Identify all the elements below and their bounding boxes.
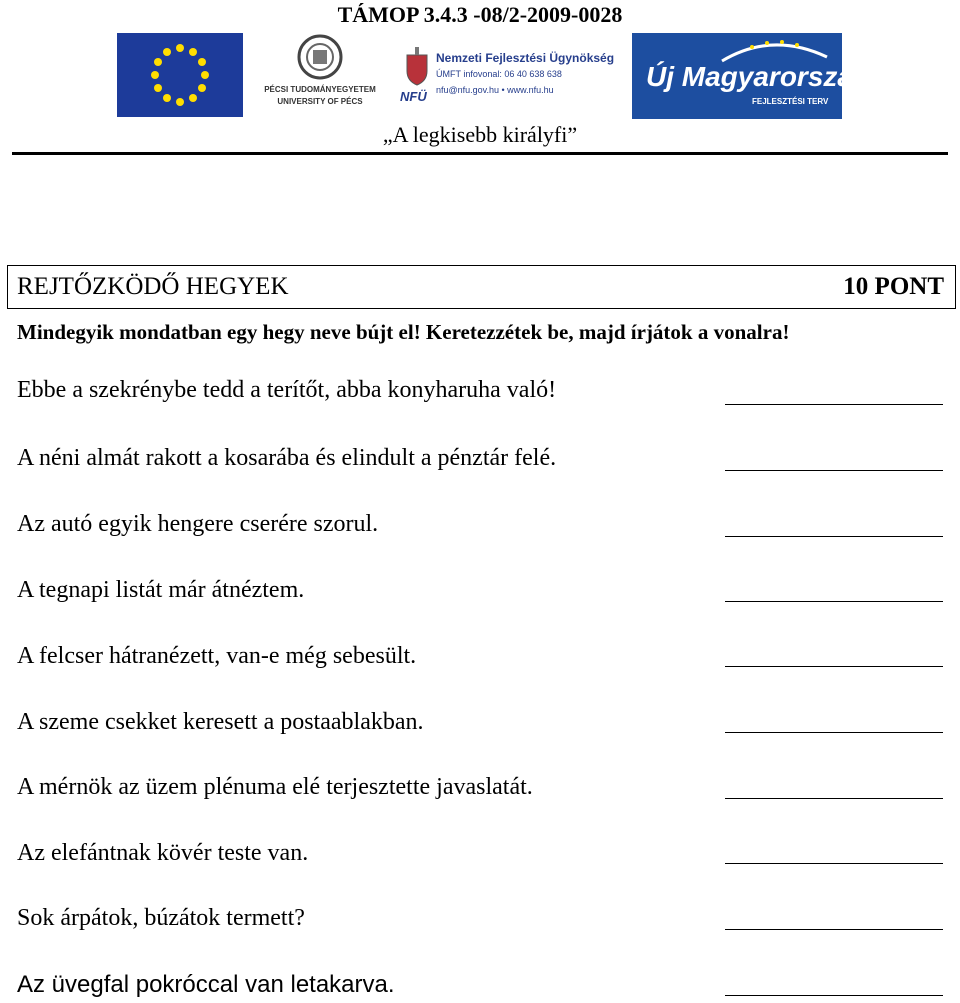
sentence-10: Az üvegfal pokróccal van letakarva.: [17, 971, 395, 998]
answer-line-6[interactable]: [725, 732, 943, 733]
sentence-9: Sok árpátok, búzátok termett?: [17, 905, 305, 931]
sentence-5: A felcser hátranézett, van-e még sebesült.: [17, 643, 417, 669]
pte-name-english: UNIVERSITY OF PÉCS: [277, 97, 363, 106]
nfu-infoline: ÚMFT infovonal: 06 40 638 638: [436, 69, 562, 79]
arch-icon: [632, 33, 842, 63]
task-header-box: [7, 265, 956, 309]
uj-magyarorszag-tagline: FEJLESZTÉSI TERV: [752, 97, 829, 106]
task-title: REJTŐZKÖDŐ HEGYEK: [17, 273, 289, 300]
nfu-name: Nemzeti Fejlesztési Ügynökség: [436, 51, 615, 65]
answer-line-10[interactable]: [725, 995, 943, 996]
header-divider: [12, 152, 948, 155]
nfu-logo: [398, 47, 624, 117]
task-points: 10 PONT: [843, 273, 944, 300]
nfu-abbr: NFÜ: [400, 89, 427, 104]
hungarian-coat-of-arms-icon: [402, 47, 432, 87]
sentence-4: A tegnapi listát már átnéztem.: [17, 577, 305, 603]
sentence-1: Ebbe a szekrénybe tedd a terítőt, abba konyharuha való!: [17, 377, 557, 403]
sentence-6: A szeme csekket keresett a postaablakban.: [17, 709, 424, 735]
sentence-2: A néni almát rakott a kosarába és elindult a pénztár felé.: [17, 445, 557, 471]
uj-magyarorszag-logo: [632, 33, 871, 119]
project-code: TÁMOP 3.4.3 -08/2-2009-0028: [337, 2, 623, 27]
answer-line-2[interactable]: [725, 470, 943, 471]
answer-line-1[interactable]: [725, 404, 943, 405]
answer-line-3[interactable]: [725, 536, 943, 537]
answer-line-4[interactable]: [725, 601, 943, 602]
sentence-7: A mérnök az üzem plénuma elé terjesztette javaslatát.: [17, 774, 533, 800]
university-seal-icon: [255, 33, 385, 83]
nfu-contact: nfu@nfu.gov.hu • www.nfu.hu: [436, 85, 554, 95]
answer-line-9[interactable]: [725, 929, 943, 930]
uj-magyarorszag-name: Új Magyarország: [646, 61, 871, 92]
sentence-8: Az elefántnak kövér teste van.: [17, 840, 309, 866]
answer-line-5[interactable]: [725, 666, 943, 667]
pte-name: PÉCSI TUDOMÁNYEGYETEM: [264, 85, 376, 94]
logo-row: [0, 33, 960, 123]
task-instruction: Mindegyik mondatban egy hegy neve bújt el! Keretezzétek be, majd írjátok a vonalra!: [17, 320, 790, 344]
sentence-3: Az autó egyik hengere cserére szorul.: [17, 511, 379, 537]
answer-line-7[interactable]: [725, 798, 943, 799]
answer-line-8[interactable]: [725, 863, 943, 864]
eu-flag-logo: [117, 33, 243, 117]
university-of-pecs-logo: [255, 33, 385, 117]
subtitle: „A legkisebb királyfi”: [382, 122, 578, 147]
